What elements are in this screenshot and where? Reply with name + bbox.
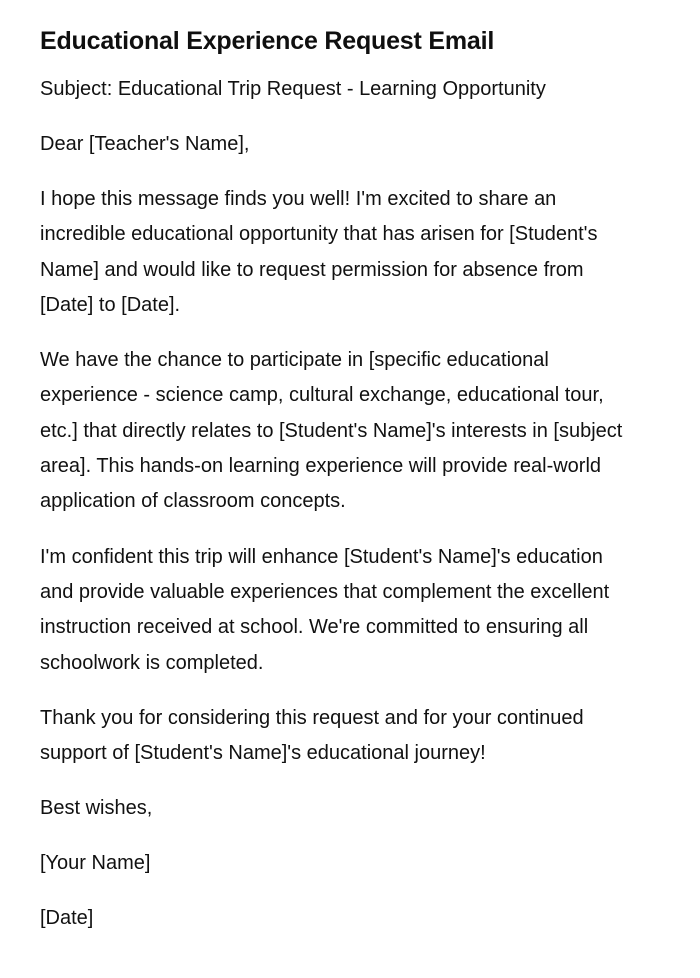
email-paragraph-thanks: Thank you for considering this request and for your continued support of [Student's Name]'s educational journey! <box>40 706 584 765</box>
email-paragraph-opportunity: We have the chance to participate in [specific educational experience - science camp, cultural exchange, educational tour, etc.] that directly relates to [Student's Name]'s interests in [subject area]. This hands-on learning experience will provide real-world application of classroom concepts. <box>40 349 623 513</box>
email-paragraph-intro: I hope this message finds you well! I'm excited to share an incredible educational opportunity that has arisen for [Student's Name] and would like to request permission for absence from [Date] to [Date]. <box>40 188 598 316</box>
document-title: Educational Experience Request Email <box>40 27 495 55</box>
email-closing: Best wishes, <box>40 797 153 820</box>
email-subject-line: Subject: Educational Trip Request - Learning Opportunity <box>40 78 546 100</box>
signature-date: [Date] <box>40 907 94 930</box>
email-paragraph-benefits: I'm confident this trip will enhance [Student's Name]'s education and provide valuable experiences that complement the excellent instruction received at school. We're committed to ensuring all schoolwork is completed. <box>40 545 610 674</box>
signature-name: [Your Name] <box>40 852 151 875</box>
email-greeting: Dear [Teacher's Name], <box>40 133 250 155</box>
